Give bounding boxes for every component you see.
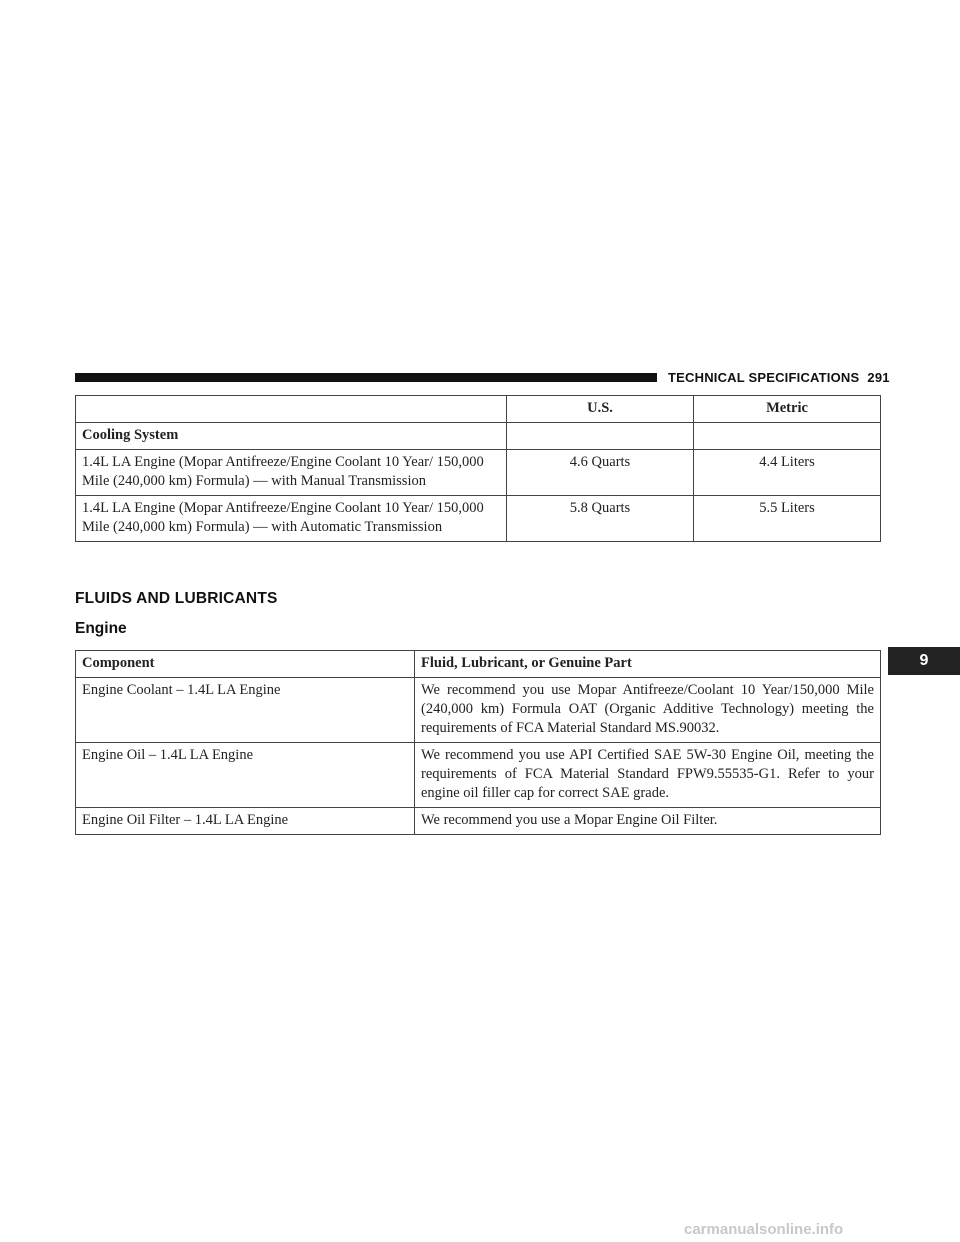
header-rule [75,373,657,382]
fluid-cell: We recommend you use a Mopar Engine Oil Filter. [415,808,881,835]
fluid-cell: We recommend you use Mopar Antifreeze/Coolant 10 Year/150,000 Mile (240,000 km) Formula OAT (Organic Additive Technology) meeting the requirements of FCA Material Standard MS.90032. [415,678,881,743]
section-heading: FLUIDS AND LUBRICANTS [75,590,278,607]
us-value: 4.6 Quarts [507,450,694,496]
section-label: Cooling System [76,423,507,450]
table-cell [694,423,881,450]
table-section-row [76,423,881,450]
table-row [76,678,881,743]
fluid-cell: We recommend you use API Certified SAE 5W-30 Engine Oil, meeting the requirements of FCA Material Standard FPW9.55535-G1. Refer to your engine oil filler cap for correct SAE grade. [415,743,881,808]
chapter-tab: 9 [888,647,960,675]
component-cell: Engine Oil Filter – 1.4L LA Engine [76,808,415,835]
header-title: TECHNICAL SPECIFICATIONS [668,370,860,385]
engine-fluids-table [75,650,881,835]
row-label: 1.4L LA Engine (Mopar Antifreeze/Engine Coolant 10 Year/ 150,000 Mile (240,000 km) Formula) — with Automatic Transmission [76,496,507,542]
table-cell [507,423,694,450]
table-row [76,743,881,808]
table-row [76,450,881,496]
metric-value: 4.4 Liters [694,450,881,496]
component-cell: Engine Coolant – 1.4L LA Engine [76,678,415,743]
sub-heading: Engine [75,620,127,637]
watermark: carmanualsonline.info [684,1221,844,1238]
cooling-system-table [75,395,881,542]
component-cell: Engine Oil – 1.4L LA Engine [76,743,415,808]
us-value: 5.8 Quarts [507,496,694,542]
table-header-row [76,396,881,423]
column-header-component: Component [76,651,415,678]
table-header-row [76,651,881,678]
row-label: 1.4L LA Engine (Mopar Antifreeze/Engine Coolant 10 Year/ 150,000 Mile (240,000 km) Formula) — with Manual Transmission [76,450,507,496]
column-header-fluid: Fluid, Lubricant, or Genuine Part [415,651,881,678]
column-header-us: U.S. [507,396,694,423]
running-header [668,370,890,385]
column-header-metric: Metric [694,396,881,423]
table-row [76,496,881,542]
metric-value: 5.5 Liters [694,496,881,542]
page-number: 291 [867,370,890,385]
table-row [76,808,881,835]
column-header-blank [76,396,507,423]
